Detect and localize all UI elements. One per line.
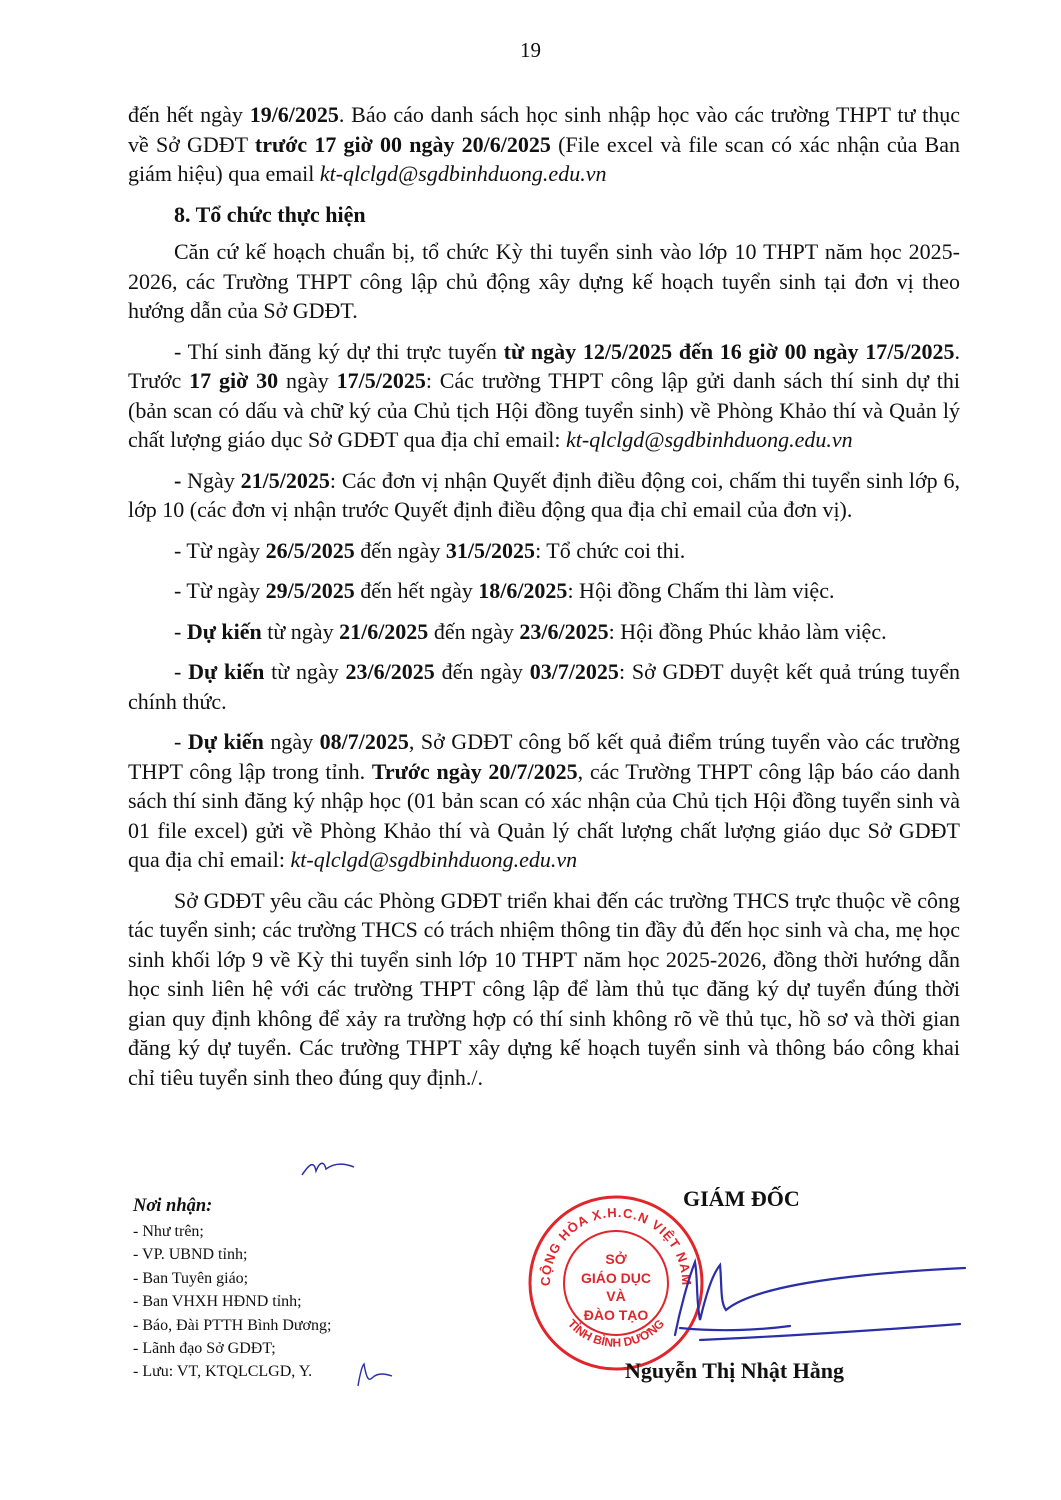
text-run: từ ngày bbox=[264, 659, 346, 684]
svg-text:VÀ: VÀ bbox=[606, 1288, 626, 1304]
recipient-item: - Báo, Đài PTTH Bình Dương; bbox=[133, 1316, 332, 1334]
document-body bbox=[128, 100, 960, 1103]
text-run: - bbox=[174, 618, 187, 644]
text-run: trước 17 giờ 00 ngày 20/6/2025 bbox=[254, 131, 551, 157]
text-run: : Tổ chức coi thi. bbox=[535, 537, 686, 563]
section-heading bbox=[128, 200, 960, 230]
text-run: đến ngày bbox=[354, 537, 446, 563]
svg-text:SỞ: SỞ bbox=[605, 1251, 627, 1267]
seal-ring-text: CỘNG HÒA X.H.C.N VIỆT NAM bbox=[537, 1204, 695, 1287]
text-run: Căn cứ kế hoạch chuẩn bị, tổ chức Kỳ thi tuyển sinh vào lớp 10 THPT năm học 2025-2026, các Trường THPT công lập chủ động xây dựng kế hoạch tuyển sinh tại đơn vị theo hướng dẫn của Sở GDĐT. bbox=[128, 239, 960, 323]
email-address: kt-qlclgd@sgdbinhduong.edu.vn bbox=[319, 161, 607, 186]
body-paragraph bbox=[128, 536, 960, 566]
text-run: 17 giờ 30 bbox=[189, 368, 279, 393]
text-run: Dự kiến bbox=[188, 659, 265, 684]
text-run: 21/6/2025 bbox=[339, 618, 429, 644]
text-run: , các Trường THPT công lập báo cáo danh sách thí sinh đăng ký nhập học (01 bản scan có xác nhận của Chủ tịch Hội đồng tuyển sinh và 01 file excel) gửi về Phòng Khảo thí và Quản lý chất lượng chất lượng giáo dục Sở GDĐT qua địa chỉ email: bbox=[128, 758, 960, 872]
recipient-item: - VP. UBND tỉnh; bbox=[133, 1246, 248, 1264]
recipient-item: - Như trên; bbox=[133, 1223, 204, 1240]
handwritten-signature bbox=[640, 1240, 970, 1350]
text-run: Trước ngày 20/7/2025 bbox=[371, 758, 578, 784]
text-run: : Các đơn vị nhận Quyết định điều động coi, chấm thi tuyển sinh lớp 6, lớp 10 (các đơn vị nhận trước Quyết định điều động qua địa chỉ email của đơn vị). bbox=[128, 467, 961, 522]
text-run: 29/5/2025 bbox=[265, 578, 355, 603]
text-run: đến hết ngày bbox=[128, 102, 250, 127]
text-run: Ngày bbox=[181, 467, 241, 493]
text-run: - Từ ngày bbox=[174, 537, 266, 563]
recipient-item: - Ban VHXH HĐND tỉnh; bbox=[133, 1293, 302, 1311]
recipients-block bbox=[133, 1194, 463, 1384]
signer-name: Nguyễn Thị Nhật Hằng bbox=[625, 1358, 845, 1383]
page-number: 19 bbox=[520, 38, 541, 62]
text-run: - Từ ngày bbox=[174, 578, 266, 603]
email-address: kt-qlclgd@sgdbinhduong.edu.vn bbox=[566, 427, 853, 452]
initial-mark-2 bbox=[352, 1360, 396, 1390]
text-run: 26/5/2025 bbox=[265, 537, 355, 563]
body-paragraph bbox=[128, 237, 960, 326]
text-run: 8. Tổ chức thực hiện bbox=[174, 201, 366, 227]
text-run: : Các trường THPT công lập gửi danh sách thí sinh dự thi (bản scan có dấu và chữ ký của Chủ tịch Hội đồng tuyển sinh) về Phòng Khảo thí và Quản lý chất lượng giáo dục Sở GDĐT qua địa chỉ email: bbox=[128, 368, 960, 452]
text-run: : Hội đồng Phúc khảo làm việc. bbox=[608, 618, 887, 644]
text-run: Dự kiến bbox=[187, 729, 264, 754]
svg-text:GIÁO DỤC: GIÁO DỤC bbox=[581, 1270, 651, 1286]
text-run: . Trước bbox=[128, 338, 960, 393]
text-run: - bbox=[174, 467, 182, 493]
body-paragraph bbox=[128, 466, 960, 525]
text-run: 23/6/2025 bbox=[519, 618, 609, 644]
text-run: 21/5/2025 bbox=[240, 467, 330, 493]
recipient-item: - Lưu: VT, KTQLCLGD, Y. bbox=[133, 1363, 313, 1381]
text-run: đến ngày bbox=[428, 618, 520, 644]
text-run: - Thí sinh đăng ký dự thi trực tuyến bbox=[174, 338, 504, 364]
body-paragraph bbox=[128, 657, 960, 716]
body-paragraph bbox=[128, 886, 960, 1093]
text-run: (File excel và file scan có xác nhận của Ban giám hiệu) qua email bbox=[128, 131, 960, 186]
seal-bottom-text: TỈNH BÌNH DƯƠNG bbox=[564, 1316, 668, 1350]
text-run: 08/7/2025 bbox=[319, 729, 409, 754]
text-run: : Hội đồng Chấm thi làm việc. bbox=[567, 578, 835, 603]
body-paragraph bbox=[128, 727, 960, 875]
text-run: Sở GDĐT yêu cầu các Phòng GDĐT triển khai đến các trường THCS trực thuộc về công tác tuyển sinh; các trường THCS có trách nhiệm thông tin đầy đủ đến học sinh và cha, mẹ học sinh khối lớp 9 về Kỳ thi tuyển sinh lớp 10 THPT năm học 2025-2026, đồng thời hướng dẫn học sinh liên hệ với các trường THPT công lập để làm thủ tục đăng ký dự tuyển đúng thời gian quy định không để xảy ra trường hợp có thí sinh không rõ về thủ tục, hồ sơ và thời gian đăng ký dự tuyển. Các trường THPT xây dựng kế hoạch tuyển sinh và thông báo công khai chỉ tiêu tuyển sinh theo đúng quy định./. bbox=[128, 887, 960, 1090]
svg-text:ĐÀO TẠO: ĐÀO TẠO bbox=[583, 1307, 649, 1323]
recipient-item: - Ban Tuyên giáo; bbox=[133, 1269, 249, 1287]
recipients-title: Nơi nhận: bbox=[133, 1196, 213, 1216]
text-run: 18/6/2025 bbox=[478, 578, 568, 603]
text-run: 17/5/2025 bbox=[336, 368, 426, 393]
text-run: ngày bbox=[278, 368, 337, 393]
text-run: ngày bbox=[263, 729, 320, 754]
text-run: 19/6/2025 bbox=[249, 102, 339, 127]
text-run: , Sở GDĐT công bố kết quả điểm trúng tuyển vào các trường THPT công lập trong tỉnh. bbox=[128, 729, 961, 784]
text-run: . Báo cáo danh sách học sinh nhập học vào các trường THPT tư thục về Sở GDĐT bbox=[128, 102, 961, 157]
text-run: từ ngày bbox=[261, 618, 340, 644]
text-run: đến ngày bbox=[434, 659, 530, 684]
recipients-list bbox=[133, 1220, 463, 1384]
email-address: kt-qlclgd@sgdbinhduong.edu.vn bbox=[290, 847, 578, 872]
body-paragraph bbox=[128, 617, 960, 647]
text-run: Dự kiến bbox=[186, 618, 262, 644]
text-run: 03/7/2025 bbox=[529, 659, 619, 684]
body-paragraph bbox=[128, 100, 960, 189]
initial-mark-1 bbox=[298, 1157, 358, 1181]
body-paragraph bbox=[128, 337, 960, 455]
text-run: đến hết ngày bbox=[354, 578, 479, 603]
text-run: - bbox=[174, 729, 188, 754]
text-run: 31/5/2025 bbox=[445, 537, 536, 563]
signer-title: GIÁM ĐỐC bbox=[683, 1186, 800, 1211]
recipient-item: - Lãnh đạo Sở GDĐT; bbox=[133, 1340, 276, 1358]
text-run: 23/6/2025 bbox=[345, 659, 435, 684]
text-run: - bbox=[174, 659, 189, 684]
body-paragraph bbox=[128, 576, 960, 606]
text-run: : Sở GDĐT duyệt kết quả trúng tuyển chính thức. bbox=[128, 659, 961, 714]
text-run: từ ngày 12/5/2025 đến 16 giờ 00 ngày 17/5/2025 bbox=[503, 338, 955, 364]
